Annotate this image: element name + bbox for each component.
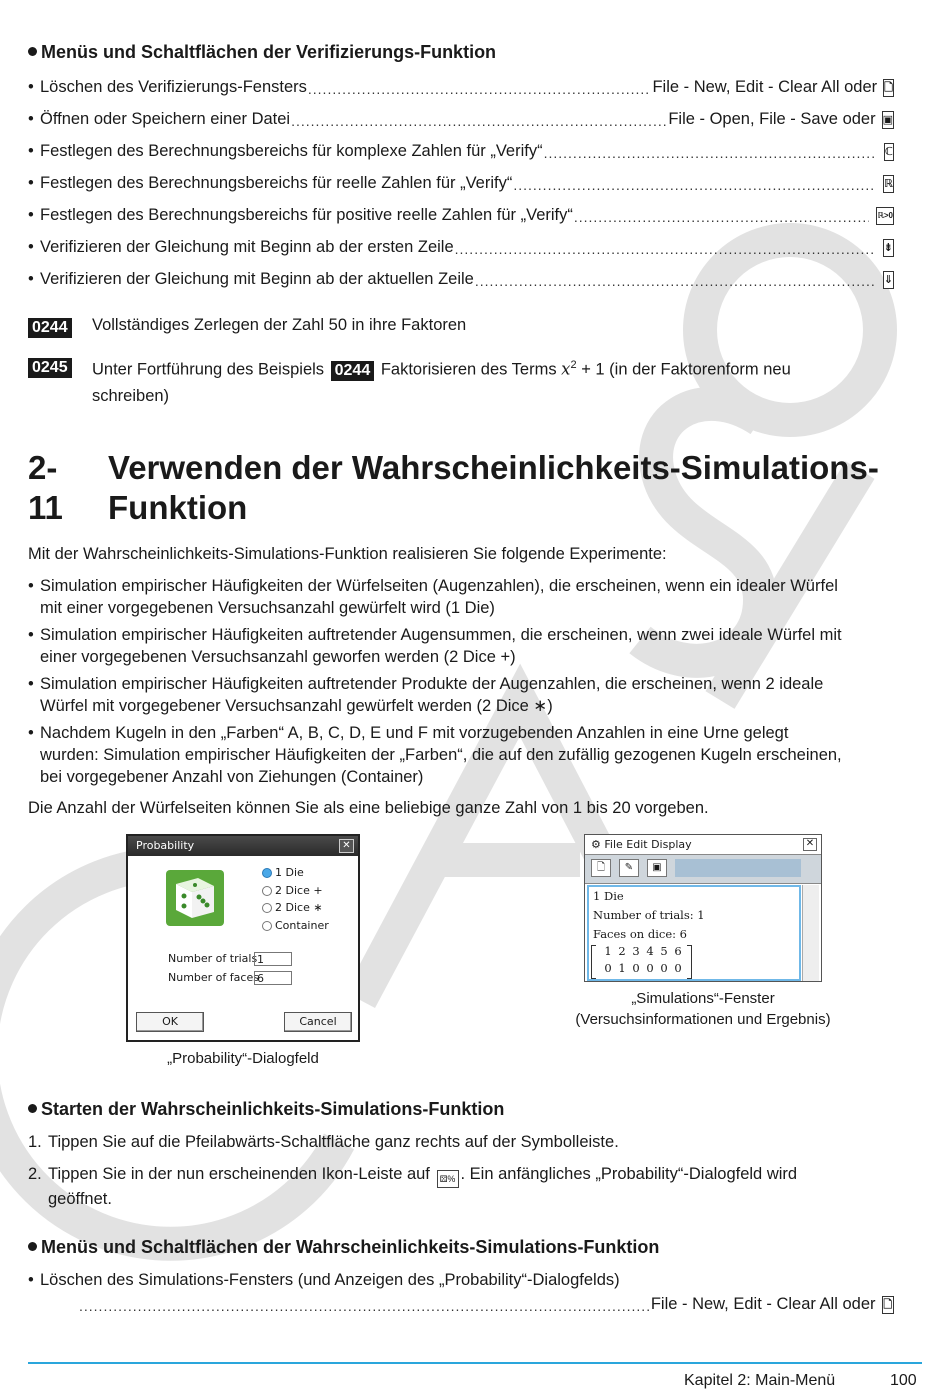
sim-menu-item: • Löschen des Simulations-Fensters (und Anzeigen des „Probability“-Dialogfelds) [28,1271,620,1289]
dialog-titlebar: Probability ✕ [128,836,358,856]
simulation-window-screenshot [584,834,822,982]
menu-item: ..... File - New, Edit - Clear All oder 🗋 [78,1292,894,1314]
list-item: 1. Tippen Sie auf die Pfeilabwärts-Schaltfläche ganz rechts auf der Symbolleiste. [28,1133,619,1151]
footer-chapter: Kapitel 2: Main-Menü [684,1372,836,1389]
radio-2-dice-times[interactable]: 2 Dice ∗ [262,901,323,914]
probability-icon: ⚄% [437,1170,459,1188]
real-icon: ℝ [883,175,894,193]
bullet-icon [28,1104,37,1113]
edit-icon[interactable]: ✎ [619,859,639,877]
experiment-list [28,575,922,793]
example-0244: 0244 Vollständiges Zerlegen der Zahl 50 in ihre Faktoren [28,312,894,338]
complex-icon: ℂ [884,143,894,161]
sim-window-caption: „Simulations“-Fenster (Versuchsinformationen und Ergebnis) [575,990,831,1028]
menu-item: • Festlegen des Berechnungsbereichs für positive reelle Zahlen für „Verify“ ..... ℝ>0 [28,203,894,225]
new-document-icon: 🗋 [883,79,894,97]
simulation-output: 1 Die Number of trials: 1 Faces on dice: 6 1 2 3 4 5 6 0 1 0 0 0 0 [587,885,801,981]
save-icon: ▣ [882,111,894,129]
menu-items[interactable]: File Edit Display [604,838,692,851]
example-number-badge[interactable]: 0245 [28,358,72,378]
trials-label: Number of trials [168,952,258,965]
toolbar [585,855,821,884]
ok-button[interactable]: OK [136,1012,204,1032]
menu-item: • Festlegen des Berechnungsbereichs für komplexe Zahlen für „Verify“ ..... ℂ [28,139,894,161]
close-icon[interactable]: ✕ [803,838,817,851]
example-0245: 0245 Unter Fortführung des Beispiels 0244 Faktorisieren des Terms $x^2 + 1$ (in der Faktorenform neu schreiben) [28,352,894,409]
menu-item: • Festlegen des Berechnungsbereichs für reelle Zahlen für „Verify“ ..... ℝ [28,171,894,193]
menu-item: • Verifizieren der Gleichung mit Beginn ab der aktuellen Zeile ..... ⇓ [28,267,894,289]
list-item: 2. Tippen Sie in der nun erscheinenden Ikon-Leiste auf ⚄% . Ein anfängliches „Probability“-Dialogfeld wird geöffnet. [28,1165,798,1208]
new-document-icon: 🗋 [882,1296,895,1314]
page-number: 100 [890,1372,917,1389]
radio-1-die[interactable]: 1 Die [262,866,304,879]
faces-note: Die Anzahl der Würfelseiten können Sie als eine beliebige ganze Zahl von 1 bis 20 vorgeben. [28,799,709,817]
new-document-icon[interactable]: 🗋 [591,859,611,877]
menu-bar [585,835,821,855]
list-item: • Nachdem Kugeln in den „Farben“ A, B, C, D, E und F mit vorzugebenden Anzahlen in eine Urne gelegt wurden: Simulation empirischer Häufigkeiten der „Farben“, die auf den zufällig gezogenen Kugeln erscheinen, bei vorgegebener Anzahl von Ziehungen (Container) [28,722,922,788]
menu-item: • Löschen des Verifizierungs-Fensters ..... File - New, Edit - Clear All oder 🗋 [28,75,894,97]
footer-rule [28,1362,922,1364]
toolbar-area [675,859,801,877]
example-number-badge[interactable]: 0244 [28,318,72,338]
scrollbar[interactable] [802,885,819,981]
menu-item: • Verifizieren der Gleichung mit Beginn ab der ersten Zeile ..... ⇟ [28,235,894,257]
example-ref-badge[interactable]: 0244 [331,361,375,381]
sim-menu-heading: Menüs und Schaltflächen der Wahrscheinlichkeits-Simulations-Funktion [28,1237,659,1258]
faces-input[interactable]: 6 [254,971,292,985]
radio-container[interactable]: Container [262,919,329,932]
close-icon[interactable]: ✕ [339,839,354,853]
list-item: • Simulation empirischer Häufigkeiten der Würfelseiten (Augenzahlen), die erscheinen, wenn ein idealer Würfel mit einer vorgegebenen Versuchsanzahl gewürfelt wird (1 Die) [28,575,922,619]
radio-2-dice-plus[interactable]: 2 Dice + [262,884,323,897]
bullet-icon [28,1242,37,1251]
bullet-icon [28,47,37,56]
faces-label: Number of faces [168,971,259,984]
verify-first-line-icon: ⇟ [883,239,894,257]
menu-item: • Öffnen oder Speichern einer Datei ..... File - Open, File - Save oder ▣ [28,107,894,129]
result-matrix-row: 1 2 3 4 5 6 [604,944,682,958]
dialog-caption: „Probability“-Dialogfeld [167,1050,319,1067]
dice-icon [166,870,224,926]
trials-input[interactable]: 1 [254,952,292,966]
start-steps [28,1131,922,1220]
cancel-button[interactable]: Cancel [284,1012,352,1032]
list-item: • Simulation empirischer Häufigkeiten auftretender Produkte der Augenzahlen, die erscheinen, wenn 2 ideale Würfel mit vorgegebener Versuchsanzahl gewürfelt werden (2 Dice ∗) [28,673,922,717]
start-heading: Starten der Wahrscheinlichkeits-Simulations-Funktion [28,1099,504,1120]
result-matrix-row: 0 1 0 0 0 0 [604,961,682,975]
positive-real-icon: ℝ>0 [876,207,894,225]
probability-dialog-screenshot [126,834,360,1042]
verify-menu-heading: Menüs und Schaltflächen der Verifizierungs-Funktion [28,42,496,63]
save-icon[interactable]: ▣ [647,859,667,877]
list-item: • Simulation empirischer Häufigkeiten auftretender Augensummen, die erscheinen, wenn zwei ideale Würfel mit einer vorgegebenen Versuchsanzahl geworfen werden (2 Dice +) [28,624,922,668]
gear-icon[interactable]: ⚙ [591,838,601,851]
intro-paragraph: Mit der Wahrscheinlichkeits-Simulations-Funktion realisieren Sie folgende Experimente: [28,545,667,563]
verify-current-line-icon: ⇓ [883,271,894,289]
